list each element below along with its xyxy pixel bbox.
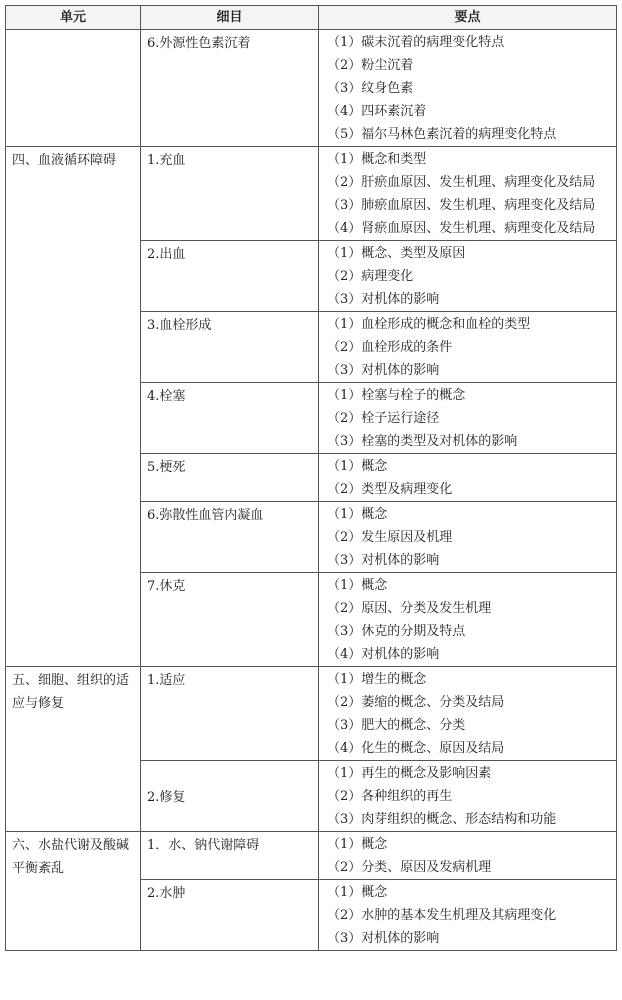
point-item: （1）增生的概念	[327, 672, 427, 687]
detail-cell: 2.水肿	[141, 880, 319, 951]
points-cell	[319, 880, 617, 951]
detail-cell: 1．水、钠代谢障碍	[141, 832, 319, 880]
table-row	[6, 147, 617, 241]
table-row	[6, 30, 617, 147]
unit-cell: 五、细胞、组织的适应与修复	[6, 667, 141, 832]
detail-cell: 2.出血	[141, 241, 319, 312]
points-cell	[319, 573, 617, 667]
point-item: （2）病理变化	[327, 269, 414, 284]
detail-cell: 1.充血	[141, 147, 319, 241]
point-item: （2）各种组织的再生	[327, 789, 453, 804]
point-item: （4）化生的概念、原因及结局	[327, 741, 505, 756]
points-cell	[319, 30, 617, 147]
point-item: （1）概念和类型	[327, 152, 427, 167]
point-item: （1）概念	[327, 885, 388, 900]
header-detail: 细目	[141, 6, 319, 30]
point-item: （3）对机体的影响	[327, 363, 440, 378]
point-item: （3）栓塞的类型及对机体的影响	[327, 434, 518, 449]
detail-cell: 5.梗死	[141, 454, 319, 502]
points-cell	[319, 241, 617, 312]
point-item: （1）概念	[327, 578, 388, 593]
header-row	[6, 6, 617, 30]
syllabus-table	[5, 5, 617, 951]
point-item: （3）对机体的影响	[327, 292, 440, 307]
point-item: （2）萎缩的概念、分类及结局	[327, 695, 505, 710]
point-item: （3）肥大的概念、分类	[327, 718, 466, 733]
point-item: （2）发生原因及机理	[327, 530, 453, 545]
table-row	[6, 832, 617, 880]
detail-cell: 2.修复	[141, 761, 319, 832]
points-cell	[319, 383, 617, 454]
point-item: （3）休克的分期及特点	[327, 624, 466, 639]
point-item: （3）纹身色素	[327, 81, 414, 96]
unit-cell: 四、血液循环障碍	[6, 147, 141, 667]
point-item: （1）概念、类型及原因	[327, 246, 466, 261]
point-item: （4）肾瘀血原因、发生机理、病理变化及结局	[327, 221, 596, 236]
points-cell	[319, 667, 617, 761]
points-cell	[319, 312, 617, 383]
unit-cell: 六、水盐代谢及酸碱平衡紊乱	[6, 832, 141, 951]
point-item: （5）福尔马林色素沉着的病理变化特点	[327, 127, 557, 142]
detail-cell: 6.外源性色素沉着	[141, 30, 319, 147]
unit-cell	[6, 30, 141, 147]
points-cell	[319, 832, 617, 880]
point-item: （1）碳末沉着的病理变化特点	[327, 35, 505, 50]
points-cell	[319, 147, 617, 241]
point-item: （1）概念	[327, 837, 388, 852]
point-item: （4）四环素沉着	[327, 104, 427, 119]
points-cell	[319, 502, 617, 573]
point-item: （4）对机体的影响	[327, 647, 440, 662]
point-item: （3）对机体的影响	[327, 931, 440, 946]
points-cell	[319, 454, 617, 502]
detail-cell: 1.适应	[141, 667, 319, 761]
point-item: （3）肺瘀血原因、发生机理、病理变化及结局	[327, 198, 596, 213]
point-item: （3）对机体的影响	[327, 553, 440, 568]
detail-cell: 6.弥散性血管内凝血	[141, 502, 319, 573]
point-item: （2）分类、原因及发病机理	[327, 860, 492, 875]
point-item: （2）水肿的基本发生机理及其病理变化	[327, 908, 557, 923]
point-item: （2）肝瘀血原因、发生机理、病理变化及结局	[327, 175, 596, 190]
point-item: （2）原因、分类及发生机理	[327, 601, 492, 616]
header-points: 要点	[319, 6, 617, 30]
point-item: （1）再生的概念及影响因素	[327, 766, 492, 781]
point-item: （1）概念	[327, 507, 388, 522]
point-item: （1）概念	[327, 459, 388, 474]
header-unit: 单元	[6, 6, 141, 30]
point-item: （2）粉尘沉着	[327, 58, 414, 73]
table-row	[6, 667, 617, 761]
point-item: （2）血栓形成的条件	[327, 340, 453, 355]
detail-cell: 7.休克	[141, 573, 319, 667]
point-item: （1）血栓形成的概念和血栓的类型	[327, 317, 531, 332]
point-item: （2）类型及病理变化	[327, 482, 453, 497]
points-cell	[319, 761, 617, 832]
point-item: （3）肉芽组织的概念、形态结构和功能	[327, 812, 557, 827]
detail-cell: 4.栓塞	[141, 383, 319, 454]
point-item: （2）栓子运行途径	[327, 411, 440, 426]
point-item: （1）栓塞与栓子的概念	[327, 388, 466, 403]
detail-cell: 3.血栓形成	[141, 312, 319, 383]
